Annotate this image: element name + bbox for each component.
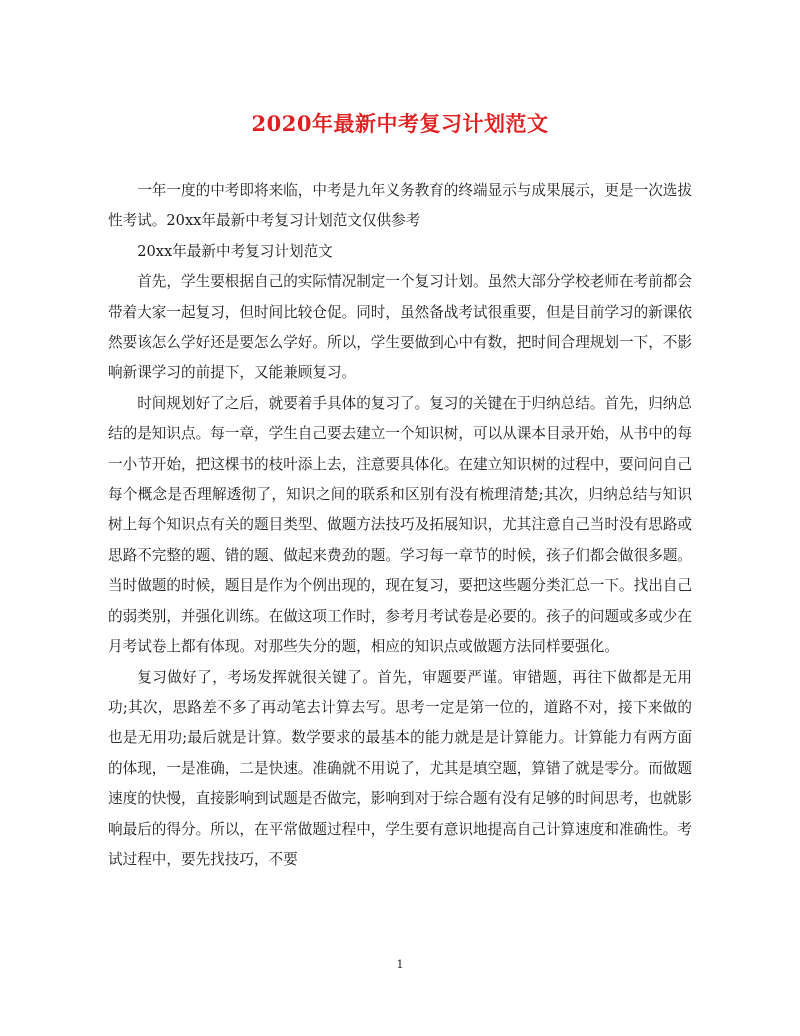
document-title: 2020年最新中考复习计划范文: [251, 111, 549, 136]
body-paragraph: 时间规划好了之后，就要着手具体的复习了。复习的关键在于归纳总结。首先，归纳总结的是知识点。每一章，学生自己要去建立一个知识树，可以从课本目录开始，从书中的每一小节开始，把这棵书的枝叶添上去，注意要具体化。在建立知识树的过程中，要问问自己每个概念是否理解透彻了，知识之间的联系和区别有没有梳理清楚;其次，归纳总结与知识树上每个知识点有关的题目类型、做题方法技巧及拓展知识，尤其注意自己当时没有思路或思路不完整的题、错的题、做起来费劲的题。学习每一章节的时候，孩子们都会做很多题。当时做题的时候，题目是作为个例出现的，现在复习，要把这些题分类汇总一下。找出自己的弱类别，并强化训练。在做这项工作时，参考月考试卷是必要的。孩子的问题或多或少在月考试卷上都有体现。对那些失分的题，相应的知识点或做题方法同样要强化。: [108, 394, 692, 656]
body-paragraph: 复习做好了，考场发挥就很关键了。首先，审题要严谨。审错题，再往下做都是无用功;其次，思路差不多了再动笔去计算去写。思考一定是第一位的，道路不对，接下来做的也是无用功;最后就是计算。数学要求的最基本的能力就是是计算能力。计算能力有两方面的体现，一是准确，二是快速。准确就不用说了，尤其是填空题，算错了就是零分。而做题速度的快慢，直接影响到试题是否做完，影响到对于综合题有没有足够的时间思考，也就影响最后的得分。所以，在平常做题过程中，学生要有意识地提高自己计算速度和准确性。考试过程中，要先找技巧，不要: [108, 668, 692, 868]
body-paragraph: 首先，学生要根据自己的实际情况制定一个复习计划。虽然大部分学校老师在考前都会带着大家一起复习，但时间比较仓促。同时，虽然备战考试很重要，但是目前学习的新课依然要该怎么学好还是要怎么学好。所以，学生要做到心中有数，把时间合理规划一下，不影响新课学习的前提下，又能兼顾复习。: [108, 273, 692, 382]
subtitle-paragraph: 20xx年最新中考复习计划范文: [137, 242, 333, 260]
intro-paragraph: 一年一度的中考即将来临，中考是九年义务教育的终端显示与成果展示，更是一次选拔性考试。20xx年最新中考复习计划范文仅供参考: [108, 182, 692, 230]
page-number: 1: [396, 958, 404, 971]
document-body: [108, 176, 692, 875]
